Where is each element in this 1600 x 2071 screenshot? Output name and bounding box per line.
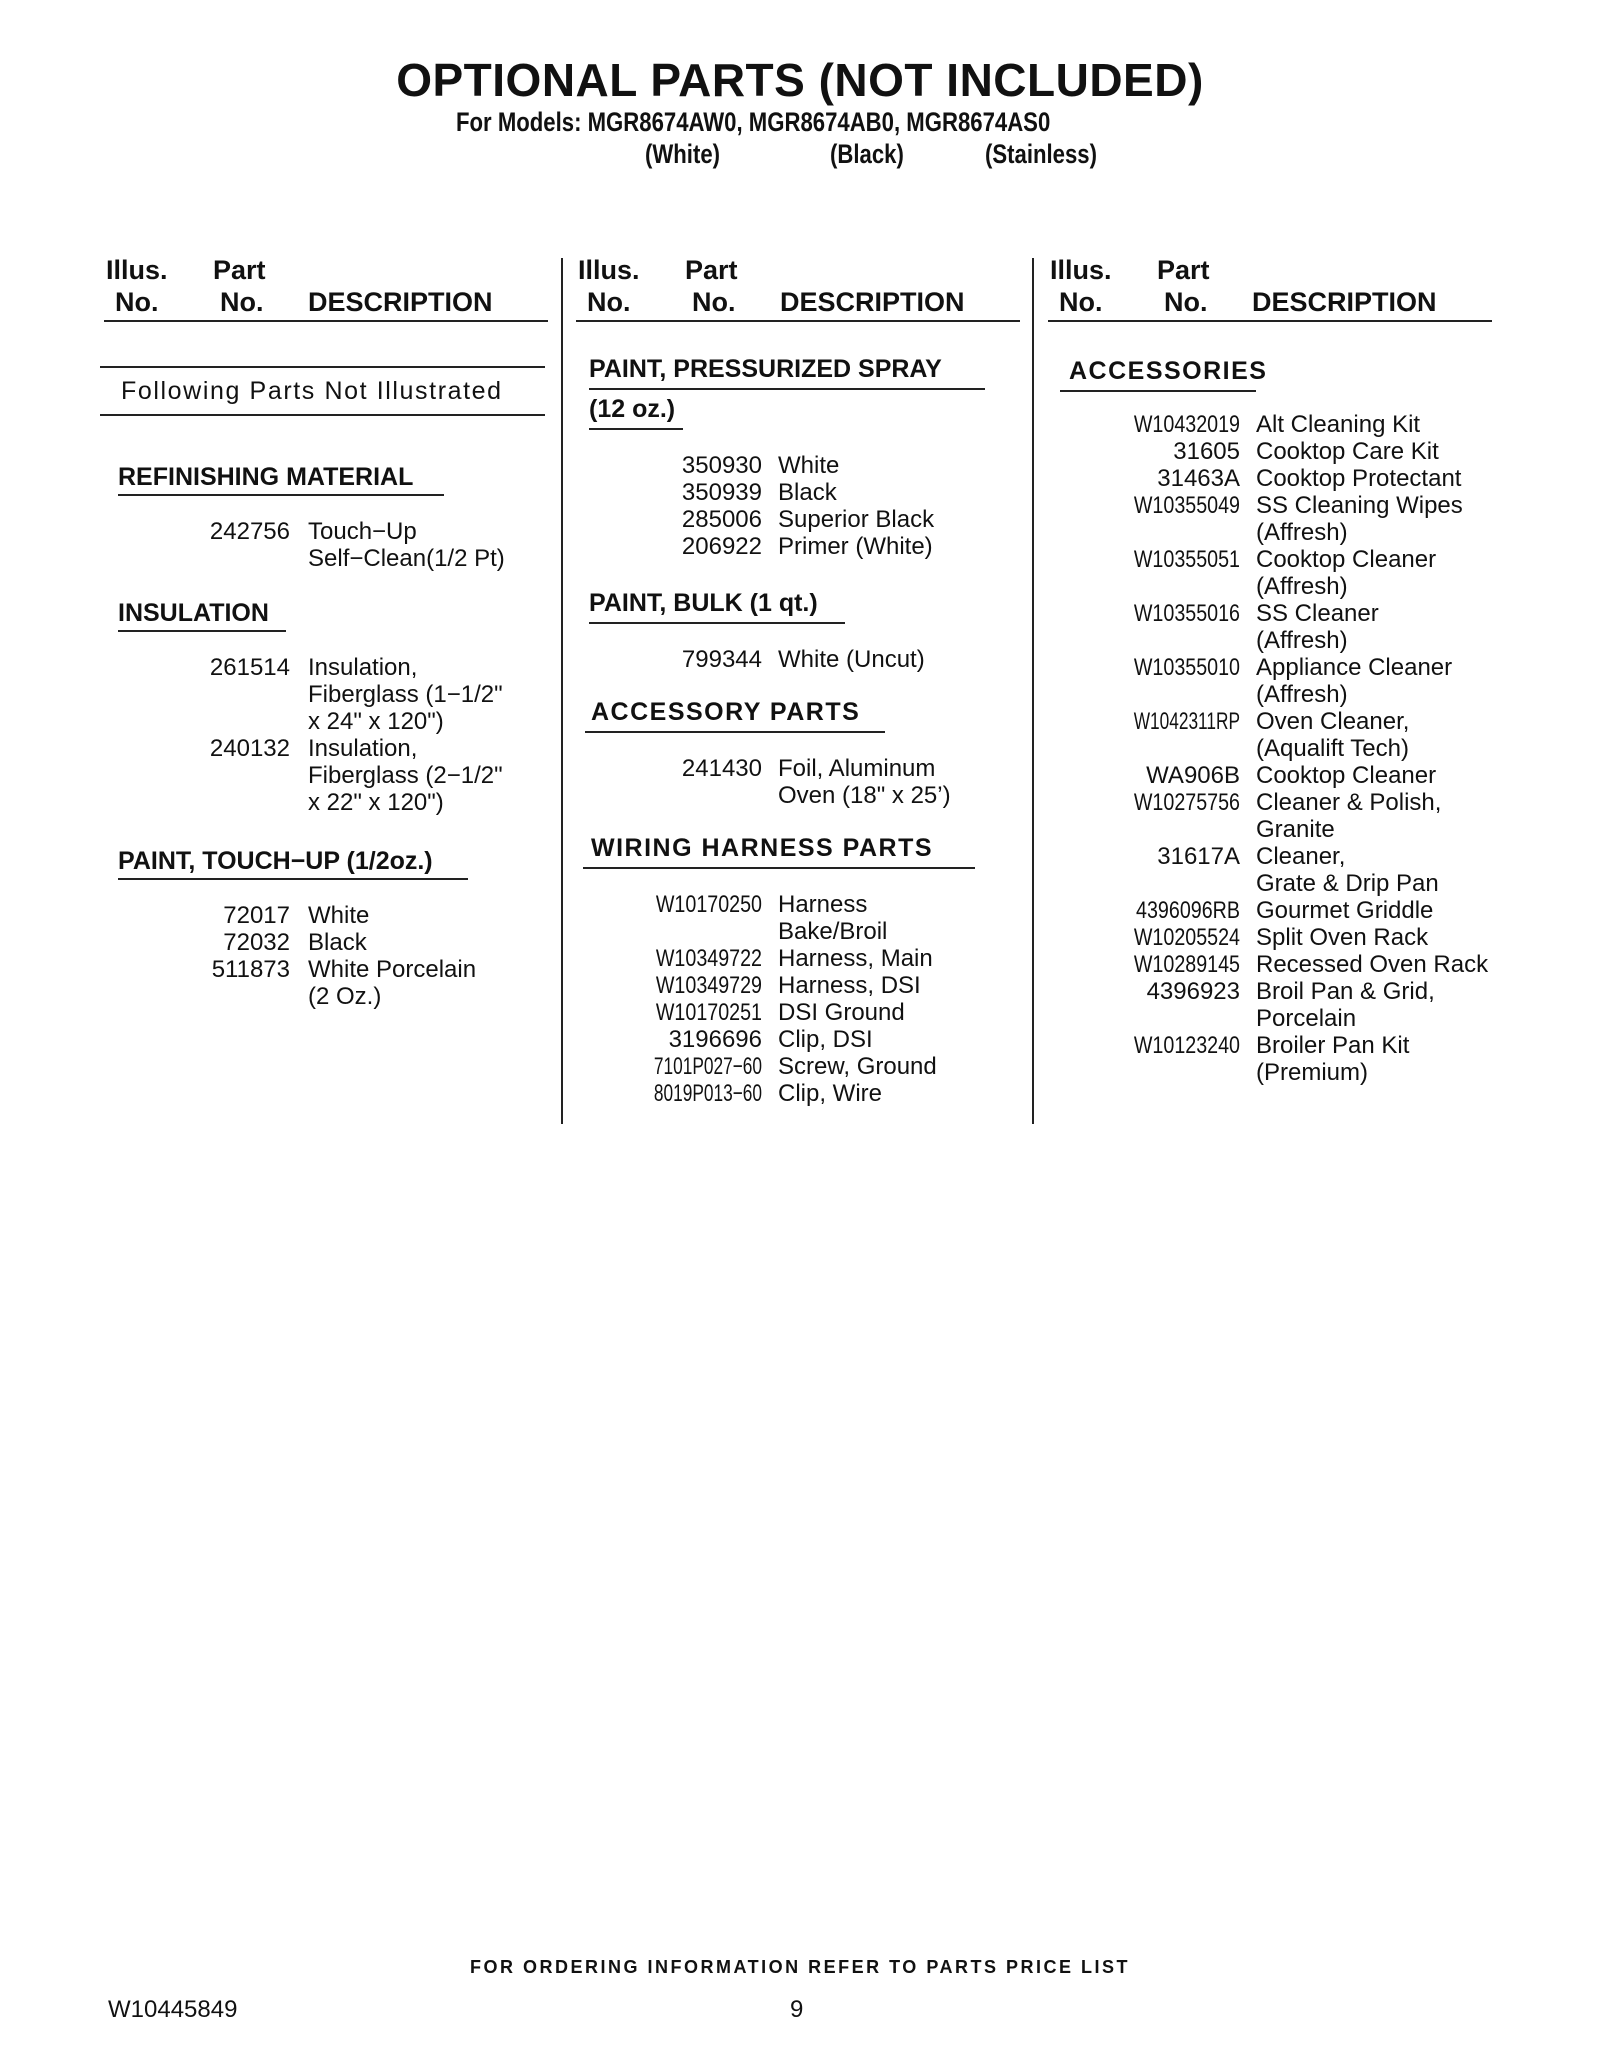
illus-no-label: No. — [1059, 287, 1103, 317]
section-title-bulk: PAINT, BULK (1 qt.) — [589, 589, 818, 617]
part-desc: (Aqualift Tech) — [1256, 735, 1409, 762]
part-desc: (Affresh) — [1256, 573, 1348, 600]
part-label: Part — [1157, 255, 1210, 285]
finish-stainless: (Stainless) — [985, 139, 1097, 169]
header-rule — [104, 320, 548, 322]
part-desc: Porcelain — [1256, 1005, 1357, 1032]
part-desc: SS Cleaner — [1256, 600, 1379, 627]
part-desc: Grate & Drip Pan — [1256, 870, 1439, 897]
part-desc: Oven (18" x 25’) — [778, 782, 951, 809]
part-desc: (Premium) — [1256, 1059, 1368, 1086]
part-desc: Fiberglass (2−1/2" — [308, 762, 503, 789]
part-desc: White Porcelain — [308, 956, 477, 983]
section-underline — [118, 878, 468, 880]
part-desc: Foil, Aluminum — [778, 755, 936, 782]
header-rule — [1048, 320, 1492, 322]
part-number: 8019P013−60 — [653, 1080, 762, 1107]
section-title-accessory-parts: ACCESSORY PARTS — [591, 698, 861, 726]
part-desc: Harness — [778, 891, 868, 918]
part-number: W10349722 — [655, 945, 762, 972]
part-number: 31617A — [1157, 843, 1240, 870]
section-title-pressurized-spray: PAINT, PRESSURIZED SPRAY — [589, 355, 942, 383]
part-desc: Clip, Wire — [778, 1080, 883, 1107]
part-desc: Superior Black — [778, 506, 935, 533]
part-desc: Cooktop Care Kit — [1256, 438, 1439, 465]
part-number: W10275756 — [1133, 789, 1240, 816]
document-number: W10445849 — [108, 1996, 238, 2023]
part-desc: Harness, DSI — [778, 972, 921, 999]
part-desc: White — [778, 452, 840, 479]
part-desc: Broil Pan & Grid, — [1256, 978, 1435, 1005]
part-desc: x 22" x 120") — [308, 789, 444, 816]
part-number: 72017 — [223, 902, 290, 929]
section-underline — [589, 428, 683, 430]
not-illustrated-rule-top — [100, 366, 545, 368]
part-desc: Cooktop Cleaner — [1256, 762, 1437, 789]
part-number: 7101P027−60 — [653, 1053, 762, 1080]
part-desc: Fiberglass (1−1/2" — [308, 681, 503, 708]
part-desc: Cleaner, — [1256, 843, 1346, 870]
part-number: 3196696 — [668, 1026, 762, 1053]
part-desc: DSI Ground — [778, 999, 905, 1026]
section-underline — [589, 622, 845, 624]
part-number: W10355010 — [1133, 654, 1240, 681]
part-no-label: No. — [692, 287, 736, 317]
part-number: W10432019 — [1133, 411, 1240, 438]
part-number: 511873 — [211, 956, 290, 983]
part-desc: Cooktop Protectant — [1256, 465, 1462, 492]
part-no-label: No. — [1164, 287, 1208, 317]
part-desc: (Affresh) — [1256, 519, 1348, 546]
part-number: 241430 — [681, 755, 762, 782]
part-number: 350939 — [681, 479, 762, 506]
part-number: 72032 — [223, 929, 290, 956]
section-underline — [118, 494, 444, 496]
part-desc: Clip, DSI — [778, 1026, 873, 1053]
part-desc: Bake/Broil — [778, 918, 888, 945]
description-label: DESCRIPTION — [1252, 287, 1437, 317]
part-number: W10170250 — [655, 891, 762, 918]
part-desc: Granite — [1256, 816, 1335, 843]
section-title-pressurized-spray-size: (12 oz.) — [589, 395, 676, 423]
part-desc: SS Cleaning Wipes — [1256, 492, 1463, 519]
part-desc: Self−Clean(1/2 Pt) — [308, 545, 505, 572]
part-number: WA906B — [1146, 762, 1240, 789]
part-number: 4396923 — [1146, 978, 1240, 1005]
section-underline — [585, 731, 885, 733]
part-number: 206922 — [681, 533, 762, 560]
part-number: W10355049 — [1133, 492, 1240, 519]
part-number: 285006 — [681, 506, 762, 533]
illus-label: Illus. — [106, 255, 168, 285]
column-divider — [561, 258, 563, 1124]
section-underline — [583, 867, 975, 869]
illus-no-label: No. — [587, 287, 631, 317]
part-number: 31605 — [1173, 438, 1240, 465]
part-number: 240132 — [209, 735, 290, 762]
part-number: W10170251 — [655, 999, 762, 1026]
part-number: W10205524 — [1133, 924, 1240, 951]
section-underline — [1060, 390, 1256, 392]
section-underline — [118, 630, 286, 632]
part-desc: Black — [308, 929, 367, 956]
part-desc: (2 Oz.) — [308, 983, 382, 1010]
section-title-wiring-harness: WIRING HARNESS PARTS — [591, 834, 934, 862]
part-no-label: No. — [220, 287, 264, 317]
column-divider — [1032, 258, 1034, 1124]
part-desc: x 24" x 120") — [308, 708, 444, 735]
part-desc: White — [308, 902, 370, 929]
illus-no-label: No. — [115, 287, 159, 317]
part-desc: Insulation, — [308, 735, 418, 762]
section-title-refinishing: REFINISHING MATERIAL — [118, 463, 414, 491]
page-title: OPTIONAL PARTS (NOT INCLUDED) — [396, 54, 1204, 106]
part-label: Part — [213, 255, 266, 285]
part-desc: Black — [778, 479, 837, 506]
part-number: W10355016 — [1133, 600, 1240, 627]
section-title-touch-up: PAINT, TOUCH−UP (1/2oz.) — [118, 847, 433, 875]
ordering-note: FOR ORDERING INFORMATION REFER TO PARTS PRICE LIST — [469, 1957, 1130, 1977]
illus-label: Illus. — [1050, 255, 1112, 285]
part-number: 242756 — [209, 518, 290, 545]
section-underline — [589, 388, 985, 390]
part-desc: Harness, Main — [778, 945, 933, 972]
part-number: W10355051 — [1133, 546, 1240, 573]
part-number: 4396096RB — [1136, 897, 1240, 924]
part-number: W10349729 — [655, 972, 762, 999]
part-number: W10123240 — [1133, 1032, 1240, 1059]
part-number: 799344 — [681, 646, 762, 673]
models-line: For Models: MGR8674AW0, MGR8674AB0, MGR8674AS0 — [456, 107, 1051, 137]
page-number: 9 — [790, 1996, 804, 2023]
finish-black: (Black) — [830, 139, 904, 169]
not-illustrated-note: Following Parts Not Illustrated — [121, 377, 503, 405]
part-desc: White (Uncut) — [778, 646, 925, 673]
part-desc: Cleaner & Polish, — [1256, 789, 1442, 816]
part-desc: Cooktop Cleaner — [1256, 546, 1437, 573]
part-desc: Split Oven Rack — [1256, 924, 1429, 951]
part-number: 350930 — [681, 452, 762, 479]
description-label: DESCRIPTION — [780, 287, 965, 317]
section-title-insulation: INSULATION — [118, 599, 269, 627]
part-desc: Screw, Ground — [778, 1053, 937, 1080]
part-desc: Primer (White) — [778, 533, 933, 560]
part-desc: Oven Cleaner, — [1256, 708, 1410, 735]
section-title-accessories: ACCESSORIES — [1069, 357, 1268, 385]
part-desc: Gourmet Griddle — [1256, 897, 1434, 924]
part-number: W10289145 — [1133, 951, 1240, 978]
part-desc: Recessed Oven Rack — [1256, 951, 1489, 978]
part-desc: (Affresh) — [1256, 681, 1348, 708]
part-desc: Alt Cleaning Kit — [1256, 411, 1421, 438]
illus-label: Illus. — [578, 255, 640, 285]
part-desc: Appliance Cleaner — [1256, 654, 1453, 681]
part-desc: (Affresh) — [1256, 627, 1348, 654]
header-rule — [576, 320, 1020, 322]
part-number: 261514 — [209, 654, 290, 681]
description-label: DESCRIPTION — [308, 287, 493, 317]
part-desc: Touch−Up — [308, 518, 417, 545]
part-desc: Insulation, — [308, 654, 418, 681]
part-number: W1042311RP — [1133, 708, 1240, 735]
finish-white: (White) — [645, 139, 721, 169]
part-label: Part — [685, 255, 738, 285]
not-illustrated-rule-bottom — [100, 414, 545, 416]
part-desc: Broiler Pan Kit — [1256, 1032, 1410, 1059]
part-number: 31463A — [1157, 465, 1240, 492]
